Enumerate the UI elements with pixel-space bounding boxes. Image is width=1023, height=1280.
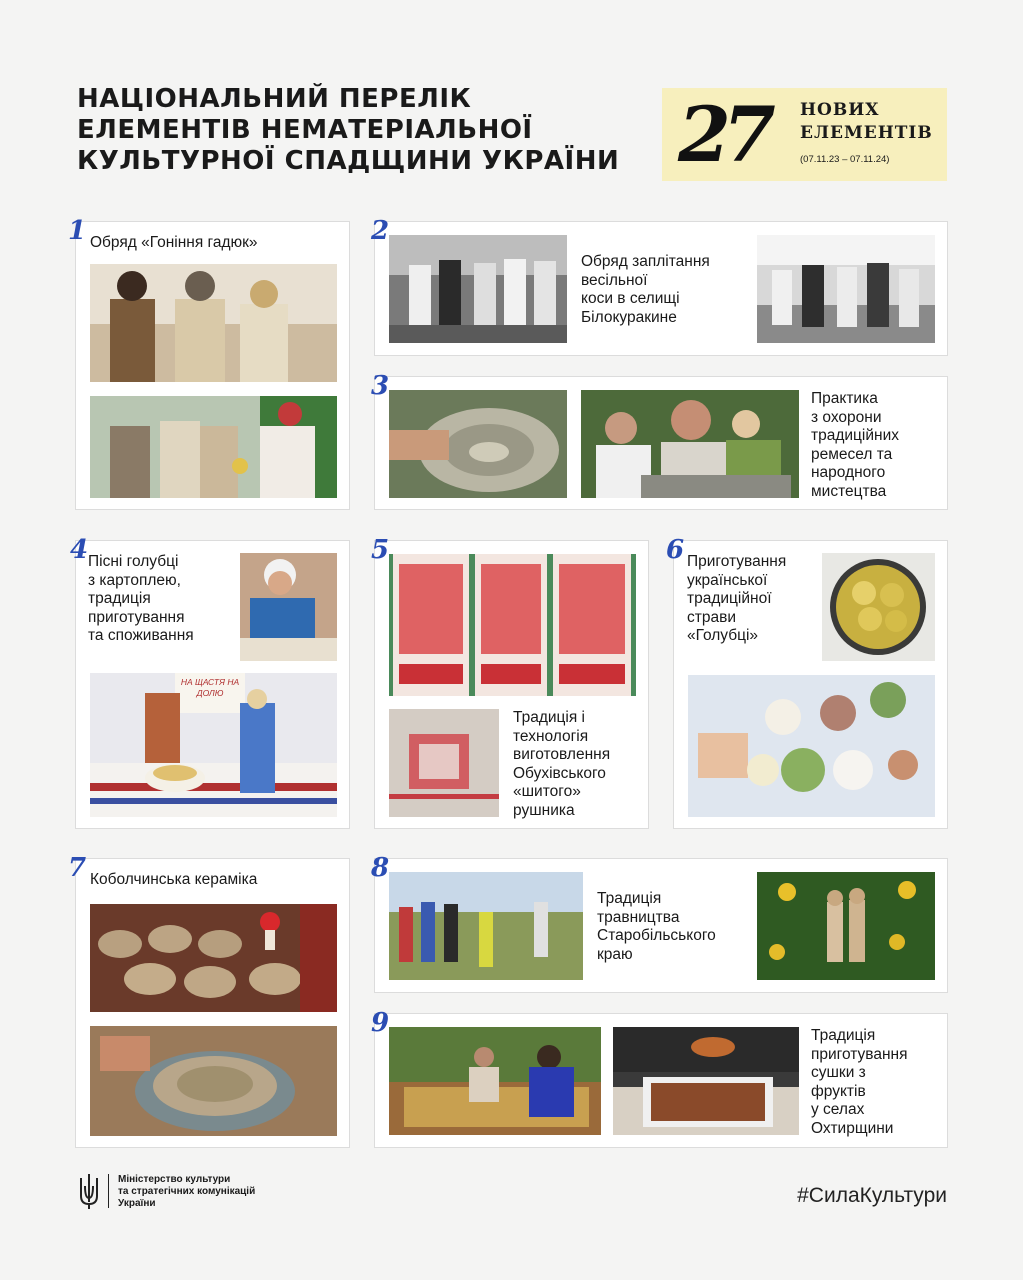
title-line-2: ЕЛЕМЕНТІВ НЕМАТЕРІАЛЬНОЇ bbox=[77, 115, 533, 145]
item-title: Традиція приготування сушки з фруктів у селах Охтирщини bbox=[811, 1027, 908, 1137]
photo-drying-fruit-outdoor bbox=[389, 1027, 601, 1135]
card-item-1 bbox=[68, 216, 350, 510]
item-title: Традиція і технологія виготовлення Обухівського «шитого» рушника bbox=[513, 709, 611, 819]
photo-craft-workshop-children bbox=[581, 390, 799, 498]
card-item-6 bbox=[666, 535, 948, 829]
photo-towel-closeup bbox=[389, 709, 499, 817]
photo-pottery-bowl-hands bbox=[389, 390, 567, 498]
item-number: 3 bbox=[371, 371, 390, 401]
footer-divider bbox=[108, 1174, 109, 1208]
photo-holubtsi-ingredients bbox=[688, 675, 935, 817]
photo-holubtsi-pot bbox=[822, 553, 935, 661]
hashtag: #СилаКультури bbox=[797, 1184, 947, 1207]
card-item-8 bbox=[371, 853, 948, 993]
badge-word-new: НОВИХ bbox=[800, 100, 880, 120]
photo-wedding-braid-indoor bbox=[389, 235, 567, 343]
card-item-7 bbox=[68, 853, 350, 1148]
photo-holubtsi-table-towel bbox=[90, 673, 337, 817]
towel-embroidery-text: НА ЩАСТЯ НА ДОЛЮ bbox=[180, 677, 240, 698]
item-number: 8 bbox=[371, 853, 390, 883]
ministry-name: Міністерство культури та стратегічних комунікацій України bbox=[118, 1174, 256, 1209]
item-title: Обряд «Гоніння гадюк» bbox=[90, 234, 258, 251]
trident-icon bbox=[78, 1172, 100, 1210]
page-title bbox=[77, 84, 637, 177]
photo-herbalism-field bbox=[389, 872, 583, 980]
item-number: 2 bbox=[371, 216, 390, 246]
card-item-2 bbox=[371, 216, 948, 356]
photo-woman-making-holubtsi bbox=[240, 553, 337, 661]
card-item-3 bbox=[371, 371, 948, 510]
photo-embroidered-towels bbox=[389, 554, 636, 696]
badge-number: 27 bbox=[678, 90, 768, 179]
item-number: 4 bbox=[70, 535, 89, 565]
item-title: Обряд заплітання весільної коси в селищі Білокуракине bbox=[581, 253, 710, 326]
badge-dates: (07.11.23 – 07.11.24) bbox=[800, 154, 890, 165]
photo-kobolchyn-pottery-wheel bbox=[90, 1026, 337, 1136]
item-number: 6 bbox=[666, 535, 685, 565]
photo-wedding-braid-outdoor bbox=[757, 235, 935, 343]
card-item-4 bbox=[70, 535, 350, 829]
photo-kobolchyn-pottery-display bbox=[90, 904, 337, 1012]
photo-ritual-boys-hats bbox=[90, 264, 337, 382]
new-elements-badge bbox=[662, 88, 947, 181]
title-line-1: НАЦІОНАЛЬНИЙ ПЕРЕЛІК bbox=[77, 84, 472, 114]
item-title: Традиція травництва Старобільського краю bbox=[597, 890, 716, 963]
card-item-9 bbox=[371, 1008, 948, 1148]
photo-herb-dolls-flowers bbox=[757, 872, 935, 980]
photo-ritual-woman-offering bbox=[90, 396, 337, 498]
item-number: 9 bbox=[371, 1008, 390, 1038]
badge-word-elements: ЕЛЕМЕНТІВ bbox=[800, 123, 933, 143]
item-title: Приготування української традиційної страви «Голубці» bbox=[687, 553, 787, 644]
item-title: Практика з охорони традиційних ремесел та народного мистецтва bbox=[811, 390, 899, 500]
title-line-3: КУЛЬТУРНОЇ СПАДЩИНИ УКРАЇНИ bbox=[77, 146, 620, 176]
photo-dried-fruit-tray bbox=[613, 1027, 799, 1135]
item-number: 5 bbox=[371, 535, 390, 565]
item-title: Пісні голубці з картоплею, традиція приготування та споживання bbox=[88, 553, 194, 644]
card-item-5 bbox=[371, 535, 649, 829]
item-number: 7 bbox=[68, 853, 87, 883]
item-number: 1 bbox=[68, 216, 87, 246]
item-title: Коболчинська кераміка bbox=[90, 871, 258, 888]
